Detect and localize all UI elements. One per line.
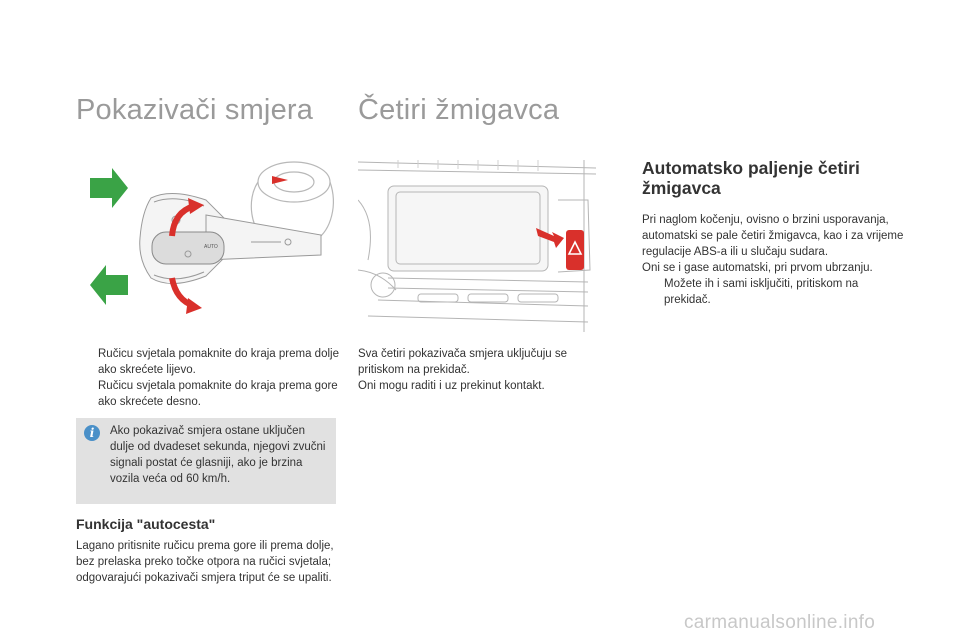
section-title-indicators: Pokazivači smjera bbox=[76, 94, 314, 126]
hazard-icon bbox=[566, 230, 584, 270]
info-icon: i bbox=[84, 425, 100, 441]
arrow-left-icon bbox=[90, 265, 128, 305]
auto-hazard-bullet bbox=[642, 276, 904, 308]
info-box bbox=[76, 418, 336, 504]
hazard-text: Sva četiri pokazivača smjera uključuju se pritiskom na prekidač. Oni mogu raditi i uz prekinut kontakt. bbox=[358, 348, 568, 392]
indicator-instructions bbox=[76, 346, 344, 410]
autocesta-text: Lagano pritisnite ručicu prema gore ili prema dolje, bez prelaska preko točke otpora na ručici svjetala; odgovarajući pokazivači smjera triput će se upaliti. bbox=[76, 540, 334, 584]
auto-hazard-text: Pri naglom kočenju, ovisno o brzini usporavanja, automatski se pale četiri žmigavca, kao i za vrijeme regulacije ABS-a ili u slučaju sudara. Oni se i gase automatski, pri prvom ubrzanju. Možete ih i sami isključiti, pritiskom na prekidač. bbox=[642, 214, 904, 306]
list-item: Ručicu svjetala pomaknite do kraja prema gore ako skrećete desno. bbox=[98, 380, 338, 408]
info-text: Ako pokazivač smjera ostane uključen dulje od dvadeset sekunda, njegovi zvučni signali postat će glasniji, ako je brzina vozila veća od 60 km/h. bbox=[110, 425, 326, 485]
auto-hazard-title: Automatsko paljenje četiri žmigavca bbox=[642, 158, 860, 198]
section-title-hazard: Četiri žmigavca bbox=[358, 94, 560, 126]
arrow-right-icon bbox=[90, 168, 128, 208]
list-item: Možete ih i sami isključiti, pritiskom na prekidač. bbox=[664, 278, 859, 306]
stalk-illustration bbox=[76, 160, 338, 330]
dashboard-illustration bbox=[358, 160, 596, 332]
autocesta-title: Funkcija "autocesta" bbox=[76, 516, 216, 532]
list-item: Ručicu svjetala pomaknite do kraja prema dolje ako skrećete lijevo. bbox=[98, 348, 339, 376]
watermark: carmanualsonline.info bbox=[684, 612, 876, 633]
stalk-auto-label: AUTO bbox=[204, 244, 218, 250]
